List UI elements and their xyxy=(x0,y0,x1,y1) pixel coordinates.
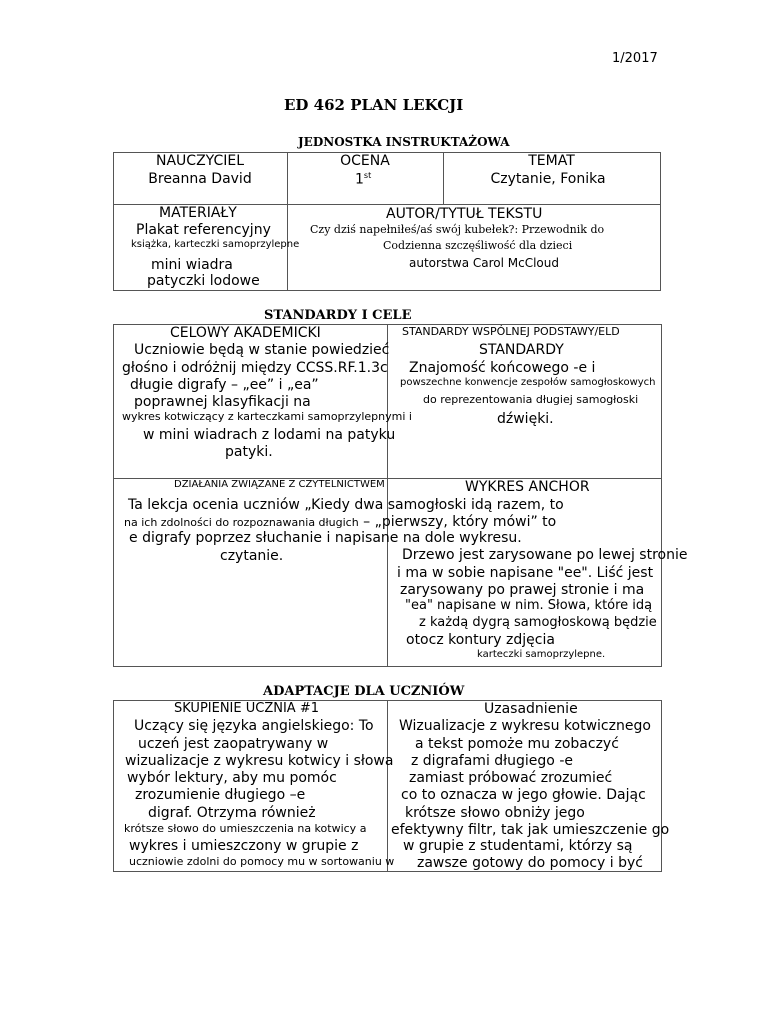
student-focus-line: uczeń jest zaopatrywany w xyxy=(138,736,329,752)
materials-item: książka, karteczki samoprzylepne xyxy=(131,239,300,250)
justification-label: Uzasadnienie xyxy=(484,701,578,717)
anchor-chart-line: zarysowany po prawej stronie i ma xyxy=(400,582,645,598)
justification-line: w grupie z studentami, którzy są xyxy=(403,838,633,854)
academic-goal-line: Uczniowie będą w stanie powiedzieć xyxy=(134,342,390,358)
anchor-chart-line: karteczki samoprzylepne. xyxy=(477,649,606,660)
standards-heading: STANDARDY I CELE xyxy=(264,308,412,323)
teacher-label: NAUCZYCIEL xyxy=(156,153,244,169)
reading-activities-line: e digrafy poprzez słuchanie i napisane na dole wykresu. xyxy=(129,530,522,546)
text-source-title: Czy dziś napełniłeś/aś swój kubełek?: Przewodnik do xyxy=(310,223,605,236)
justification-line: zamiast próbować zrozumieć xyxy=(409,770,613,786)
student-focus-line: digraf. Otrzyma również xyxy=(148,805,316,821)
topic-value: Czytanie, Fonika xyxy=(490,171,606,187)
text-source-title: Codzienna szczęśliwość dla dzieci xyxy=(383,239,573,252)
reading-activities-label: DZIAŁANIA ZWIĄZANE Z CZYTELNICTWEM xyxy=(174,479,385,490)
common-core-line: do reprezentowania długiej samogłoski xyxy=(423,393,639,406)
justification-line: z digrafami długiego -e xyxy=(411,753,573,769)
materials-item: Plakat referencyjny xyxy=(136,222,271,238)
text-source-label: AUTOR/TYTUŁ TEKSTU xyxy=(386,206,543,222)
reading-activities-line: Ta lekcja ocenia uczniów „Kiedy dwa samogłoski idą razem, to xyxy=(128,497,564,513)
common-core-line: dźwięki. xyxy=(497,411,554,427)
materials-item: patyczki lodowe xyxy=(147,273,260,289)
justification-line: efektywny filtr, tak jak umieszczenie go xyxy=(391,822,670,838)
grade-label: OCENA xyxy=(340,153,390,169)
reading-activities-line: czytanie. xyxy=(220,548,284,564)
justification-line: Wizualizacje z wykresu kotwicznego xyxy=(399,718,651,734)
justification-line: krótsze słowo obniży jego xyxy=(405,805,585,821)
common-core-line: Znajomość końcowego -e i xyxy=(409,360,596,376)
materials-label: MATERIAŁY xyxy=(159,205,237,221)
academic-goal-line: wykres kotwiczący z karteczkami samoprzylepnymi i xyxy=(122,410,412,423)
anchor-chart-line: Drzewo jest zarysowane po lewej stronie xyxy=(402,547,688,563)
anchor-chart-label: WYKRES ANCHOR xyxy=(465,479,590,495)
academic-goal-line: poprawnej klasyfikacji na xyxy=(134,394,311,410)
academic-goal-line: w mini wiadrach z lodami na patyku xyxy=(143,427,396,443)
student-focus-label: SKUPIENIE UCZNIA #1 xyxy=(174,701,319,716)
academic-goal-label: CELOWY AKADEMICKI xyxy=(170,325,321,341)
reading-activities-line: na ich zdolności do rozpoznawania długich – „pierwszy, który mówi” to xyxy=(124,514,557,530)
common-core-line: powszechne konwencje zespołów samogłoskowych xyxy=(400,377,656,388)
grade-value: 1st xyxy=(355,171,372,188)
standard-code: CCSS.RF.1.3c xyxy=(295,360,388,376)
student-focus-line: wykres i umieszczony w grupie z xyxy=(129,838,359,854)
common-core-sublabel: STANDARDY xyxy=(479,342,564,358)
page-number: 1/2017 xyxy=(612,51,658,66)
anchor-chart-line: z każdą dygrą samogłoskową będzie xyxy=(419,615,657,630)
student-focus-line: Uczący się języka angielskiego: To xyxy=(134,718,374,734)
student-focus-line: wizualizacje z wykresu kotwicy i słowa xyxy=(125,753,394,769)
anchor-chart-line: "ea" napisane w nim. Słowa, które idą xyxy=(405,598,653,613)
common-core-label: STANDARDY WSPÓLNEJ PODSTAWY/ELD xyxy=(402,325,620,338)
justification-line: a tekst pomoże mu zobaczyć xyxy=(415,736,619,752)
page-title: ED 462 PLAN LEKCJI xyxy=(284,96,464,114)
text-source-author: autorstwa Carol McCloud xyxy=(409,256,559,270)
justification-line: zawsze gotowy do pomocy i być xyxy=(417,855,643,871)
unit-heading: JEDNOSTKA INSTRUKTAŻOWA xyxy=(298,135,510,149)
student-focus-line: krótsze słowo do umieszczenia na kotwicy a xyxy=(124,822,367,835)
adaptations-heading: ADAPTACJE DLA UCZNIÓW xyxy=(263,684,465,699)
topic-label: TEMAT xyxy=(528,153,575,169)
academic-goal-line: długie digrafy – „ee” i „ea” xyxy=(130,377,319,393)
academic-goal-line: patyki. xyxy=(225,444,273,460)
academic-goal-line: głośno i odróżnij między CCSS.RF.1.3c xyxy=(122,360,388,376)
justification-line: co to oznacza w jego głowie. Dając xyxy=(401,787,646,803)
teacher-name: Breanna David xyxy=(148,171,252,187)
student-focus-line: zrozumienie długiego –e xyxy=(135,787,306,803)
anchor-chart-line: i ma w sobie napisane "ee". Liść jest xyxy=(397,565,654,581)
student-focus-line: wybór lektury, aby mu pomóc xyxy=(127,770,337,786)
materials-item: mini wiadra xyxy=(151,257,233,273)
anchor-chart-line: otocz kontury zdjęcia xyxy=(406,632,555,648)
student-focus-line: uczniowie zdolni do pomocy mu w sortowaniu w xyxy=(129,855,395,868)
